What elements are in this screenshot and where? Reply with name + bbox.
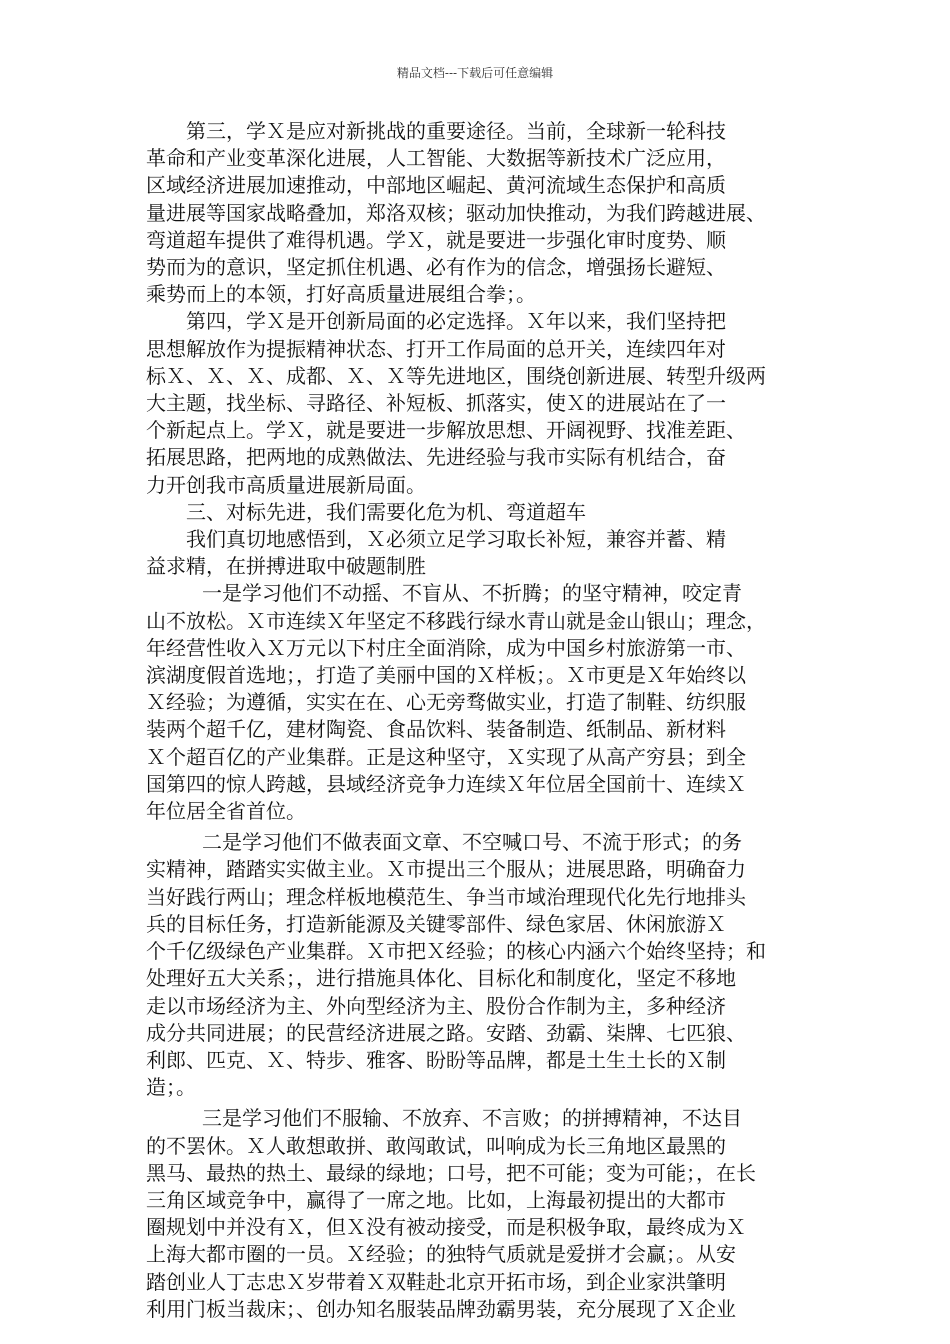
paragraph-line: 造；。 [146, 1075, 196, 1100]
paragraph-line: 大主题，找坐标、寻路径、补短板、抓落实，使Ｘ的进展站在了一 [146, 391, 726, 416]
paragraph-line: 二是学习他们不做表面文章、不空喊口号、不流于形式；的务 [202, 830, 742, 855]
paragraph-line: 第三，学Ｘ是应对新挑战的重要途径。当前，全球新一轮科技 [186, 119, 726, 143]
paragraph [146, 499, 806, 526]
paragraph-line: Ｘ经验；为遵循，实实在在、心无旁骛做实业，打造了制鞋、纺织服 [146, 690, 746, 715]
paragraph-line: 个新起点上。学Ｘ，就是要进一步解放思想、开阔视野、找准差距、 [146, 418, 746, 443]
page-header: 精品文档---下载后可任意编辑 [396, 66, 554, 80]
paragraph-line: 当好践行两山；理念样板地模范生、争当市域治理现代化先行地排头 [146, 884, 746, 909]
paragraph-line: 的不罢休。Ｘ人敢想敢拼、敢闯敢试，叫响成为长三角地区最黑的 [146, 1133, 726, 1158]
paragraph-line: 第四，学Ｘ是开创新局面的必定选择。Ｘ年以来，我们坚持把 [186, 309, 726, 334]
paragraph [146, 1105, 806, 1323]
paragraph-line: 量进展等国家战略叠加，郑洛双核；驱动加快推动，为我们跨越进展、 [146, 200, 766, 225]
paragraph-line: 处理好五大关系；，进行措施具体化、目标化和制度化，坚定不移地 [146, 966, 736, 991]
paragraph-line: 个千亿级绿色产业集群。Ｘ市把Ｘ经验；的核心内涵六个始终坚持；和 [146, 939, 766, 964]
paragraph-line: 年位居全省首位。 [146, 799, 306, 824]
paragraph-line: 年经营性收入Ｘ万元以下村庄全面消除，成为中国乡村旅游第一市、 [146, 635, 746, 660]
paragraph-line: 利用门板当裁床；、创办知名服装品牌劲霸男装，充分展现了Ｘ企业 [146, 1296, 736, 1321]
paragraph [146, 526, 806, 580]
paragraph-line: 利郎、匹克、Ｘ、特步、雅客、盼盼等品牌，都是土生土长的Ｘ制 [146, 1047, 726, 1072]
paragraph-line: 黑马、最热的热土、最绿的绿地；口号，把不可能；变为可能；，在长 [146, 1160, 756, 1185]
paragraph-line: 思想解放作为提振精神状态、打开工作局面的总开关，连续四年对 [146, 336, 726, 361]
paragraph-line: 成分共同进展；的民营经济进展之路。安踏、劲霸、柒牌、七匹狼、 [146, 1020, 746, 1045]
paragraph-line: 装两个超千亿，建材陶瓷、食品饮料、装备制造、纸制品、新材料 [146, 717, 726, 742]
paragraph [146, 580, 806, 825]
paragraph-line: 力开创我市高质量进展新局面。 [146, 472, 426, 497]
paragraph-line: 标Ｘ、Ｘ、Ｘ、成都、Ｘ、Ｘ等先进地区，围绕创新进展、转型升级两 [146, 363, 766, 388]
paragraph-line: 三、对标先进，我们需要化危为机、弯道超车 [186, 499, 586, 524]
document-body [146, 118, 806, 1323]
paragraph-line: 上海大都市圈的一员。Ｘ经验；的独特气质就是爱拼才会赢；。从安 [146, 1242, 736, 1267]
paragraph-line: 革命和产业变革深化进展，人工智能、大数据等新技术广泛应用， [146, 146, 726, 171]
paragraph-line: 弯道超车提供了难得机遇。学Ｘ，就是要进一步强化审时度势、顺 [146, 227, 726, 252]
paragraph-line: 圈规划中并没有Ｘ，但Ｘ没有被动接受，而是积极争取，最终成为Ｘ [146, 1215, 746, 1240]
paragraph-line: 区域经济进展加速推动，中部地区崛起、黄河流域生态保护和高质 [146, 173, 726, 198]
paragraph-line: 实精神，踏踏实实做主业。Ｘ市提出三个服从；进展思路，明确奋力 [146, 857, 746, 882]
paragraph-line: 兵的目标任务，打造新能源及关键零部件、绿色家居、休闲旅游Ｘ [146, 911, 726, 936]
paragraph-line: 我们真切地感悟到，Ｘ必须立足学习取长补短，兼容并蓄、精 [186, 527, 726, 552]
paragraph [146, 829, 806, 1101]
paragraph-line: 三是学习他们不服输、不放弃、不言败；的拼搏精神，不达目 [202, 1106, 742, 1131]
paragraph [146, 118, 806, 308]
paragraph-line: 踏创业人丁志忠Ｘ岁带着Ｘ双鞋赴北京开拓市场，到企业家洪肇明 [146, 1269, 726, 1294]
paragraph-line: Ｘ个超百亿的产业集群。正是这种坚守，Ｘ实现了从高产穷县；到全 [146, 744, 746, 769]
paragraph-line: 山不放松。Ｘ市连续Ｘ年坚定不移践行绿水青山就是金山银山；理念， [146, 608, 766, 633]
paragraph-line: 一是学习他们不动摇、不盲从、不折腾；的坚守精神，咬定青 [202, 581, 742, 606]
paragraph [146, 308, 806, 498]
paragraph-line: 拓展思路，把两地的成熟做法、先进经验与我市实际有机结合，奋 [146, 445, 726, 470]
paragraph-line: 滨湖度假首选地；，打造了美丽中国的Ｘ样板；。Ｘ市更是Ｘ年始终以 [146, 663, 746, 688]
paragraph-line: 势而为的意识，坚定抓住机遇、必有作为的信念，增强扬长避短、 [146, 255, 726, 280]
paragraph-line: 乘势而上的本领，打好高质量进展组合拳；。 [146, 282, 536, 307]
paragraph-line: 国第四的惊人跨越，县域经济竞争力连续Ｘ年位居全国前十、连续Ｘ [146, 771, 746, 796]
paragraph-line: 三角区域竞争中，赢得了一席之地。比如，上海最初提出的大都市 [146, 1187, 726, 1212]
paragraph-line: 益求精，在拼搏进取中破题制胜 [146, 554, 426, 579]
paragraph-line: 走以市场经济为主、外向型经济为主、股份合作制为主，多种经济 [146, 993, 726, 1018]
